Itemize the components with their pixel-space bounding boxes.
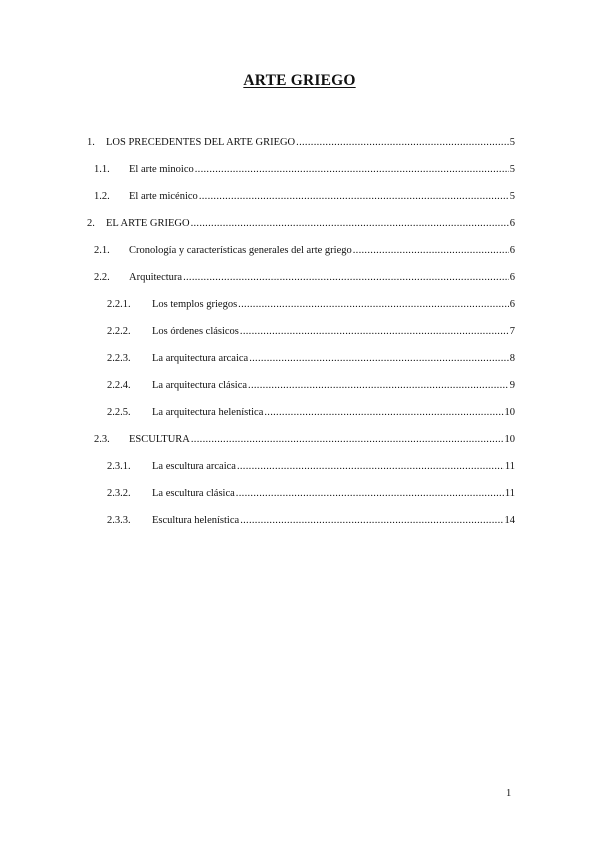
toc-entry-2-1[interactable] <box>0 241 599 268</box>
toc-entry-page: 5 <box>509 137 515 148</box>
toc-entry-page: 6 <box>509 218 515 229</box>
toc-entry-number: 1.2. <box>94 191 110 202</box>
toc-entry-label: Cronología y características generales del arte griego <box>129 245 352 256</box>
toc-entry-page: 6 <box>509 245 515 256</box>
toc-entry-label: La arquitectura arcaica <box>152 353 249 364</box>
toc-leader-dots <box>353 241 509 261</box>
toc-entry-2-2-3[interactable] <box>0 349 599 376</box>
toc-entry-2-3-2[interactable] <box>0 484 599 511</box>
toc-entry-label: La arquitectura clásica <box>152 380 248 391</box>
toc-entry-label: Los órdenes clásicos <box>152 326 239 337</box>
toc-entry-1-1[interactable] <box>0 160 599 187</box>
toc-leader-dots <box>199 187 509 207</box>
toc-entry-2-2-4[interactable] <box>0 376 599 403</box>
toc-entry-number: 1. <box>87 137 95 148</box>
toc-entry-page: 10 <box>504 434 515 445</box>
toc-entry-page: 6 <box>509 299 515 310</box>
toc-entry-2-2[interactable] <box>0 268 599 295</box>
toc-entry-page: 14 <box>504 515 515 526</box>
document-title: ARTE GRIEGO <box>243 72 356 89</box>
toc-leader-dots <box>191 214 509 234</box>
toc-entry-number: 2.3.3. <box>107 515 131 526</box>
toc-leader-dots <box>264 403 503 423</box>
toc-leader-dots <box>240 322 509 342</box>
toc-entry-label: La escultura clásica <box>152 488 235 499</box>
toc-entry-2-3-3[interactable] <box>0 511 599 538</box>
toc-entry-number: 2.2.2. <box>107 326 131 337</box>
toc-entry-2-2-5[interactable] <box>0 403 599 430</box>
toc-entry-number: 2.2.4. <box>107 380 131 391</box>
toc-leader-dots <box>240 511 503 531</box>
toc-entry-label: EL ARTE GRIEGO <box>106 218 190 229</box>
toc-leader-dots <box>237 457 504 477</box>
toc-entry-page: 6 <box>509 272 515 283</box>
page-number: 1 <box>506 788 512 799</box>
toc-entry-number: 2.3. <box>94 434 110 445</box>
toc-entry-page: 10 <box>504 407 515 418</box>
toc-entry-number: 2.2.1. <box>107 299 131 310</box>
toc-entry-number: 2.3.2. <box>107 488 131 499</box>
toc-entry-label: El arte micénico <box>129 191 198 202</box>
toc-leader-dots <box>191 430 504 450</box>
toc-leader-dots <box>296 133 509 153</box>
toc-entry-2[interactable] <box>0 214 599 241</box>
toc-leader-dots <box>183 268 509 288</box>
table-of-contents <box>0 133 599 538</box>
toc-leader-dots <box>236 484 504 504</box>
toc-entry-label: El arte minoico <box>129 164 194 175</box>
toc-entry-number: 1.1. <box>94 164 110 175</box>
toc-entry-2-3[interactable] <box>0 430 599 457</box>
toc-entry-label: La arquitectura helenística <box>152 407 264 418</box>
toc-leader-dots <box>248 376 509 396</box>
toc-entry-number: 2. <box>87 218 95 229</box>
toc-entry-2-2-2[interactable] <box>0 322 599 349</box>
toc-entry-number: 2.1. <box>94 245 110 256</box>
toc-entry-label: Escultura helenística <box>152 515 240 526</box>
toc-leader-dots <box>238 295 509 315</box>
toc-entry-label: La escultura arcaica <box>152 461 236 472</box>
toc-entry-number: 2.3.1. <box>107 461 131 472</box>
toc-entry-page: 9 <box>509 380 515 391</box>
toc-entry-2-3-1[interactable] <box>0 457 599 484</box>
toc-entry-page: 5 <box>509 191 515 202</box>
toc-entry-page: 8 <box>509 353 515 364</box>
toc-entry-page: 7 <box>509 326 515 337</box>
toc-leader-dots <box>249 349 509 369</box>
toc-entry-label: Los templos griegos <box>152 299 238 310</box>
toc-entry-page: 11 <box>504 488 515 499</box>
toc-entry-number: 2.2. <box>94 272 110 283</box>
toc-entry-number: 2.2.3. <box>107 353 131 364</box>
toc-entry-1-2[interactable] <box>0 187 599 214</box>
toc-entry-number: 2.2.5. <box>107 407 131 418</box>
toc-entry-page: 11 <box>504 461 515 472</box>
toc-entry-label: ESCULTURA <box>129 434 190 445</box>
toc-entry-2-2-1[interactable] <box>0 295 599 322</box>
toc-entry-page: 5 <box>509 164 515 175</box>
toc-leader-dots <box>195 160 509 180</box>
toc-entry-label: LOS PRECEDENTES DEL ARTE GRIEGO <box>106 137 296 148</box>
toc-entry-1[interactable] <box>0 133 599 160</box>
toc-entry-label: Arquitectura <box>129 272 183 283</box>
